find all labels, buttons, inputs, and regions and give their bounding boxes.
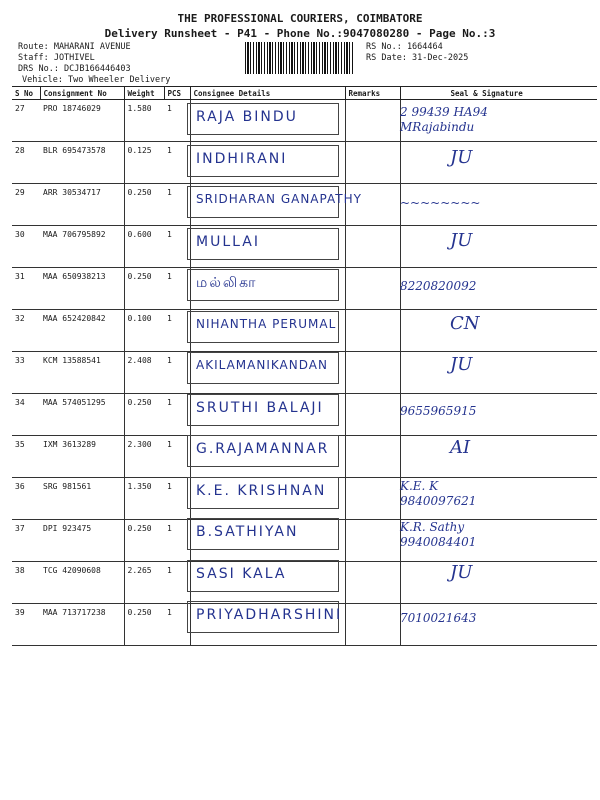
- consignment-cell: MAA 650938213: [40, 268, 124, 310]
- consignment-cell: PRO 18746029: [40, 100, 124, 142]
- sno-cell: 37: [12, 520, 40, 562]
- sno-cell: 32: [12, 310, 40, 352]
- weight-cell: 0.250: [124, 268, 164, 310]
- signature-text: ~~~~~~~~: [400, 196, 481, 210]
- col-sno: S No: [12, 87, 40, 100]
- remarks-cell: [345, 520, 400, 562]
- consignee-name: K.E. KRISHNAN: [196, 482, 327, 499]
- pcs-cell: 1: [164, 100, 190, 142]
- remarks-cell: [345, 310, 400, 352]
- weight-cell: 0.100: [124, 310, 164, 352]
- weight-cell: 0.600: [124, 226, 164, 268]
- pcs-cell: 1: [164, 310, 190, 352]
- sno-cell: 38: [12, 562, 40, 604]
- pcs-cell: 1: [164, 436, 190, 478]
- pcs-cell: 1: [164, 184, 190, 226]
- pcs-cell: 1: [164, 352, 190, 394]
- signature-text: 7010021643: [400, 611, 477, 625]
- signature-text: K.R. Sathy: [400, 520, 465, 534]
- pcs-cell: 1: [164, 562, 190, 604]
- consignment-cell: DPI 923475: [40, 520, 124, 562]
- consignment-cell: MAA 652420842: [40, 310, 124, 352]
- signature-text: K.E. K: [400, 478, 439, 493]
- signature-cell: [400, 310, 597, 352]
- sno-cell: 39: [12, 604, 40, 646]
- consignment-cell: MAA 574051295: [40, 394, 124, 436]
- signature-text: 9940084401: [400, 535, 477, 549]
- consignment-cell: BLR 695473578: [40, 142, 124, 184]
- remarks-cell: [345, 562, 400, 604]
- col-signature: Seal & Signature: [400, 87, 597, 100]
- consignee-name: மல்லிகா: [196, 275, 258, 291]
- consignee-name: G.RAJAMANNAR: [196, 441, 330, 457]
- col-remarks: Remarks: [345, 87, 400, 100]
- pcs-cell: 1: [164, 520, 190, 562]
- signature-text: CN: [450, 312, 480, 334]
- runsheet-subtitle: Delivery Runsheet - P41 - Phone No.:9047080280 - Page No.:3: [104, 27, 496, 40]
- sno-cell: 34: [12, 394, 40, 436]
- pcs-cell: 1: [164, 226, 190, 268]
- weight-cell: 0.250: [124, 184, 164, 226]
- consignment-cell: TCG 42090608: [40, 562, 124, 604]
- sno-cell: 29: [12, 184, 40, 226]
- sno-cell: 27: [12, 100, 40, 142]
- pcs-cell: 1: [164, 268, 190, 310]
- staff-label: Staff: JOTHIVEL: [18, 53, 95, 63]
- col-consignment: Consignment No: [40, 87, 124, 100]
- signature-text: JU: [450, 229, 473, 251]
- signature-cell: [400, 226, 597, 268]
- remarks-cell: [345, 352, 400, 394]
- table-header-row: [12, 87, 597, 100]
- weight-cell: 0.250: [124, 604, 164, 646]
- sno-cell: 35: [12, 436, 40, 478]
- pcs-cell: 1: [164, 604, 190, 646]
- rs-number: RS No.: 1664464: [366, 42, 443, 52]
- consignment-cell: MAA 713717238: [40, 604, 124, 646]
- signature-cell: [400, 436, 597, 478]
- signature-text: MRajabindu: [400, 120, 475, 134]
- weight-cell: 1.350: [124, 478, 164, 520]
- remarks-cell: [345, 226, 400, 268]
- route-label: Route: MAHARANI AVENUE: [18, 42, 131, 52]
- weight-cell: 0.250: [124, 394, 164, 436]
- consignee-name: B.SATHIYAN: [196, 524, 299, 540]
- sno-cell: 31: [12, 268, 40, 310]
- remarks-cell: [345, 268, 400, 310]
- pcs-cell: 1: [164, 142, 190, 184]
- signature-text: JU: [450, 146, 473, 168]
- signature-text: 8220820092: [400, 279, 477, 293]
- vehicle-label: Vehicle: Two Wheeler Delivery: [22, 75, 171, 85]
- consignee-name: SASI KALA: [196, 565, 287, 582]
- consignment-cell: SRG 981561: [40, 478, 124, 520]
- consignee-name: RAJA BINDU: [196, 109, 298, 125]
- consignment-cell: ARR 30534717: [40, 184, 124, 226]
- signature-text: 9840097621: [400, 493, 477, 508]
- weight-cell: 2.300: [124, 436, 164, 478]
- consignee-name: INDHIRANI: [196, 150, 288, 167]
- remarks-cell: [345, 436, 400, 478]
- consignee-name: SRUTHI BALAJI: [196, 399, 324, 416]
- remarks-cell: [345, 394, 400, 436]
- signature-text: JU: [450, 354, 473, 375]
- sno-cell: 33: [12, 352, 40, 394]
- weight-cell: 2.408: [124, 352, 164, 394]
- sno-cell: 36: [12, 478, 40, 520]
- signature-text: 9655965915: [400, 403, 477, 418]
- barcode: [245, 42, 355, 74]
- weight-cell: 0.125: [124, 142, 164, 184]
- col-pcs: PCS: [164, 87, 190, 100]
- col-weight: Weight: [124, 87, 164, 100]
- consignee-name: MULLAI: [196, 233, 260, 250]
- remarks-cell: [345, 142, 400, 184]
- pcs-cell: 1: [164, 394, 190, 436]
- consignment-cell: KCM 13588541: [40, 352, 124, 394]
- rs-date: RS Date: 31-Dec-2025: [366, 53, 469, 63]
- weight-cell: 0.250: [124, 520, 164, 562]
- consignee-name: NIHANTHA PERUMAL: [196, 316, 337, 331]
- signature-text: JU: [450, 561, 473, 583]
- signature-cell: [400, 142, 597, 184]
- consignee-name: AKILAMANIKANDAN: [196, 358, 328, 372]
- consignee-name: SRIDHARAN GANAPATHY: [196, 192, 362, 206]
- weight-cell: 1.580: [124, 100, 164, 142]
- consignee-name: PRIYADHARSHINI: [196, 607, 343, 623]
- signature-cell: [400, 562, 597, 604]
- sno-cell: 30: [12, 226, 40, 268]
- signature-cell: [400, 352, 597, 394]
- remarks-cell: [345, 604, 400, 646]
- remarks-cell: [345, 100, 400, 142]
- sno-cell: 28: [12, 142, 40, 184]
- drs-number: DRS No.: DCJB166446403: [18, 64, 131, 74]
- signature-text: 2 99439 HA94: [400, 105, 488, 119]
- consignment-cell: MAA 706795892: [40, 226, 124, 268]
- col-consignee: Consignee Details: [190, 87, 345, 100]
- signature-text: AI: [450, 437, 471, 458]
- remarks-cell: [345, 478, 400, 520]
- consignment-cell: IXM 3613289: [40, 436, 124, 478]
- pcs-cell: 1: [164, 478, 190, 520]
- weight-cell: 2.265: [124, 562, 164, 604]
- company-title: THE PROFESSIONAL COURIERS, COIMBATORE: [177, 12, 423, 25]
